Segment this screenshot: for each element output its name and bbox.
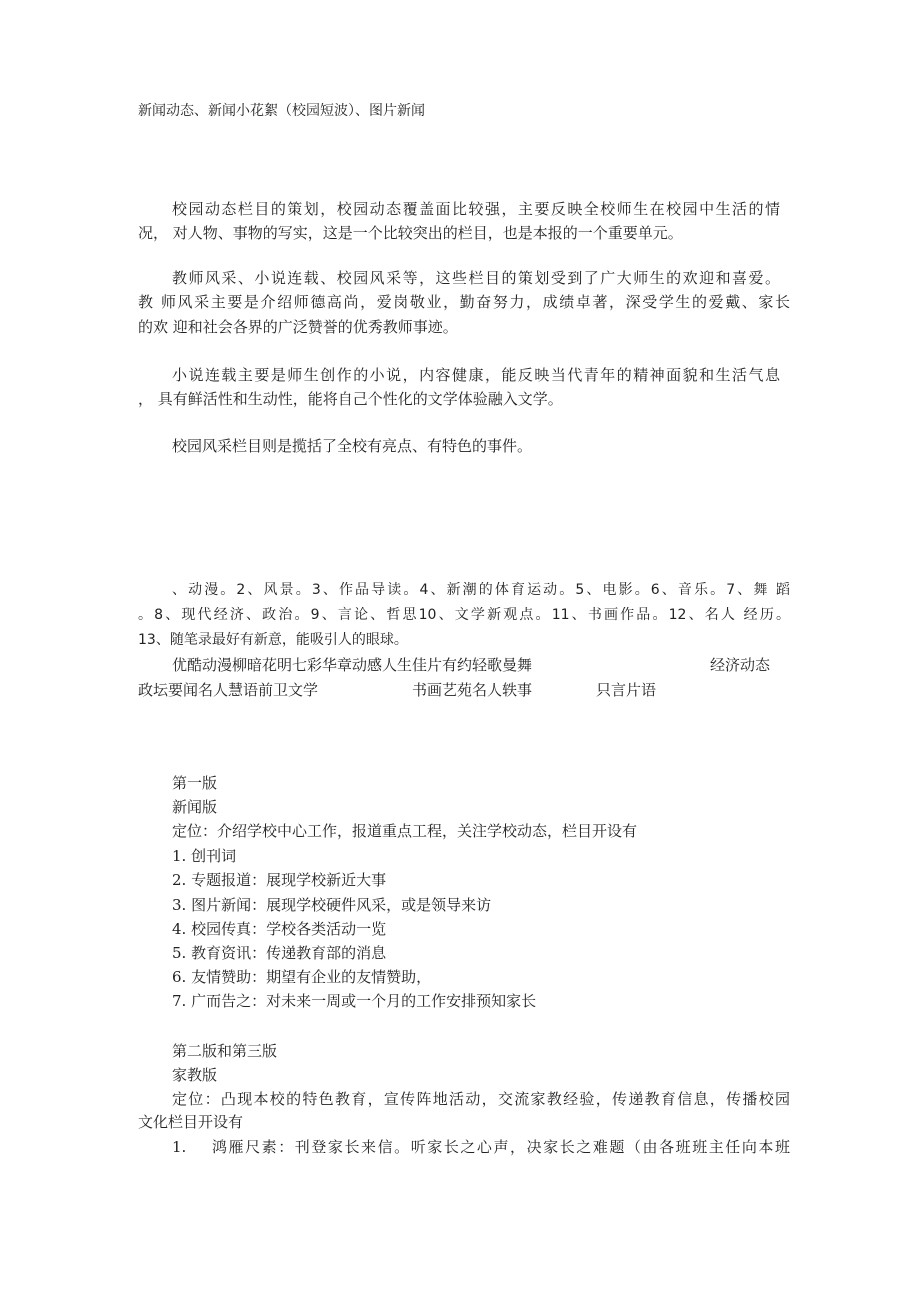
paragraph-line: 的欢 迎和社会各界的广泛赞誉的优秀教师事迹。	[138, 318, 458, 336]
edition-position: 定位：介绍学校中心工作，报道重点工程，关注学校动态，栏目开设有	[172, 822, 638, 840]
columns-list: 只言片语	[596, 681, 657, 699]
columns-list: 经济动态	[710, 656, 771, 674]
paragraph-line: 小说连载主要是师生创作的小说，内容健康，能反映当代青年的精神面貌和生活气息	[172, 366, 780, 384]
paragraph-line: 校园风采栏目则是揽括了全校有亮点、有特色的事件。	[172, 437, 533, 455]
list-item-number: 1.	[172, 1138, 187, 1156]
columns-list: 书画艺苑名人轶事	[412, 681, 533, 699]
edition-title: 第二版和第三版	[172, 1042, 278, 1060]
paragraph-line: 教师风采、小说连载、校园风采等，这些栏目的策划受到了广大师生的欢迎和喜爱。	[172, 269, 780, 287]
list-item: 6. 友情赞助：期望有企业的友情赞助，	[172, 968, 432, 986]
paragraph-line: 校园动态栏目的策划，校园动态覆盖面比较强，主要反映全校师生在校园中生活的情	[172, 200, 780, 218]
edition-position: 文化栏目开设有	[138, 1113, 244, 1131]
paragraph-line: 教 师风采主要是介绍师德高尚，爱岗敬业，勤奋努力，成绩卓著，深受学生的爱戴、家长	[138, 293, 790, 311]
list-item: 鸿雁尺素：刊登家长来信。听家长之心声，决家长之难题（由各班班主任向本班	[212, 1138, 790, 1156]
list-item: 3. 图片新闻：展现学校硬件风采，或是领导来访	[172, 896, 492, 914]
topics-line: 、动漫。2、风景。3、作品导读。4、新潮的体育运动。5、电影。6、音乐。7、舞 蹈	[172, 582, 790, 598]
list-item: 5. 教育资讯：传递教育部的消息	[172, 944, 387, 962]
list-item: 7. 广而告之：对未来一周或一个月的工作安排预知家长	[172, 992, 537, 1010]
columns-list: 优酷动漫柳暗花明七彩华章动感人生佳片有约轻歌曼舞	[172, 656, 533, 674]
list-item: 2. 专题报道：展现学校新近大事	[172, 871, 387, 889]
header-line: 新闻动态、新闻小花絮（校园短波）、图片新闻	[138, 103, 425, 119]
edition-position: 定位：凸现本校的特色教育，宣传阵地活动，交流家教经验，传递教育信息，传播校园	[172, 1090, 790, 1108]
topics-line: 13、随笔录最好有新意，能吸引人的眼球。	[138, 632, 408, 648]
topics-line: 。8、现代经济、政治。9、言论、哲思10、文学新观点。11、书画作品。12、名人 经历。	[138, 607, 790, 623]
edition-name: 家教版	[172, 1066, 218, 1084]
list-item: 1. 创刊词	[172, 847, 237, 865]
columns-list: 政坛要闻名人慧语前卫文学	[138, 681, 319, 699]
paragraph-line: 况， 对人物、事物的写实，这是一个比较突出的栏目，也是本报的一个重要单元。	[138, 224, 683, 242]
edition-name: 新闻版	[172, 798, 218, 816]
edition-title: 第一版	[172, 774, 218, 792]
list-item: 4. 校园传真：学校各类活动一览	[172, 920, 387, 938]
paragraph-line: ， 具有鲜活性和生动性，能将自己个性化的文学体验融入文学。	[138, 390, 563, 408]
